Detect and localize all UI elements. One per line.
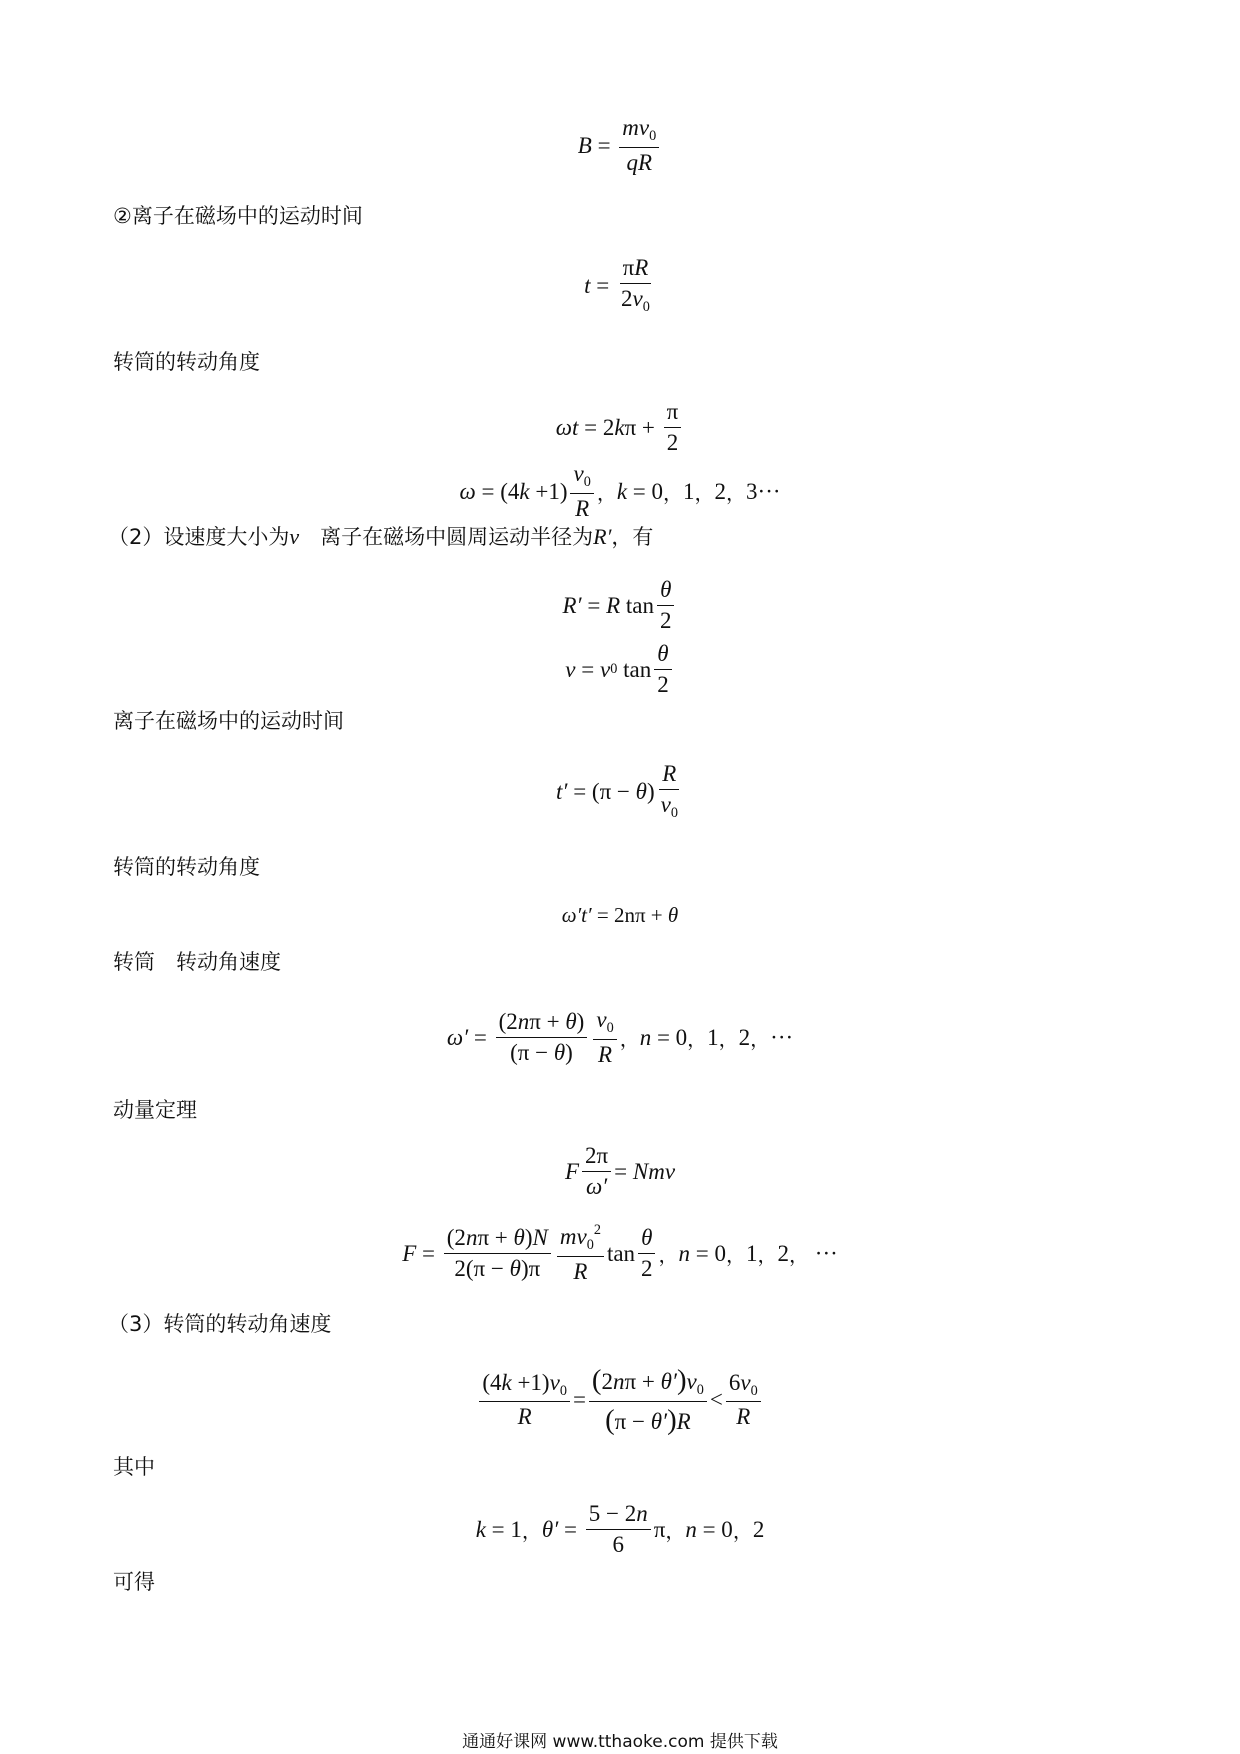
text-momentum-theorem: 动量定理 (113, 1098, 197, 1122)
equation-inequality: $\frac{(4k +1)v_0}{R}$ = $\frac{(2n\pi + \theta')v_0}{(\pi - \theta')R}$ < $\frac{6v_0}{R}$ (0, 1365, 1240, 1435)
equation-force: F = $\frac{(2n\pi + \theta)N}{2(\pi - \theta)\pi}$ $\frac{mv_0^2}{R}$ tan $\frac{\theta}{2}$ ， n = 0 ， 1 ， 2 ， ··· (402, 1222, 838, 1284)
text-where: 其中 (113, 1455, 155, 1479)
text-speed-setup: （2）设速度大小为v 离子在磁场中圆周运动半径为R′，有 (108, 524, 654, 549)
equation-time: t = $\frac{\pi R}{2v_0}$ (584, 255, 650, 316)
text-motion-time-label-2: 离子在磁场中的运动时间 (113, 709, 344, 733)
equation-t-prime: t′ = (π − θ ) $\frac{R}{v_0}$ (556, 761, 678, 822)
text-part3-label: （3）转筒的转动角速度 (108, 1312, 332, 1336)
equation-omega-t: ωt = 2 k π + $\frac{\pi}{2}$ (0, 400, 1240, 455)
text-rotation-angle-label-2: 转筒的转动角度 (113, 855, 260, 879)
text-rotation-angle-label: 转筒的转动角度 (113, 350, 260, 374)
equation-r-prime: R′ = R tan $\frac{\theta}{2}$ (0, 578, 1240, 633)
equation-omega-prime: ω′ = $\frac{(2n\pi + \theta)}{(\pi - \theta)}$ $\frac{v_0}{R}$ ， n = 0 ， 1 ， 2 ， ··· (446, 1007, 794, 1067)
equation-v: v = v 0 tan $\frac{\theta}{2}$ (0, 642, 1240, 697)
text-result-label: 可得 (113, 1570, 155, 1594)
text-angular-velocity-label: 转筒 转动角速度 (113, 950, 281, 974)
equation-b-field: B = $\frac{mv_0}{qR}$ (0, 116, 1240, 175)
equation-omega-prime-t-prime: ω′t′ = 2nπ + θ (561, 903, 679, 927)
page-footer: 通通好课网 www.tthaoke.com 提供下载 (462, 1732, 778, 1752)
equation-omega: ω = (4 k +1) $\frac{v_0}{R}$ ， k = 0 ， 1 ， 2 ， 3··· (459, 461, 781, 521)
equation-momentum: F $\frac{2\pi}{\omega'}$ = Nmv (564, 1143, 676, 1200)
text-motion-time-label: ②离子在磁场中的运动时间 (113, 204, 363, 228)
equation-theta-prime: k = 1 ， θ′ = $\frac{5 - 2n}{6}$ π ， n = 0 ， 2 (475, 1501, 765, 1558)
